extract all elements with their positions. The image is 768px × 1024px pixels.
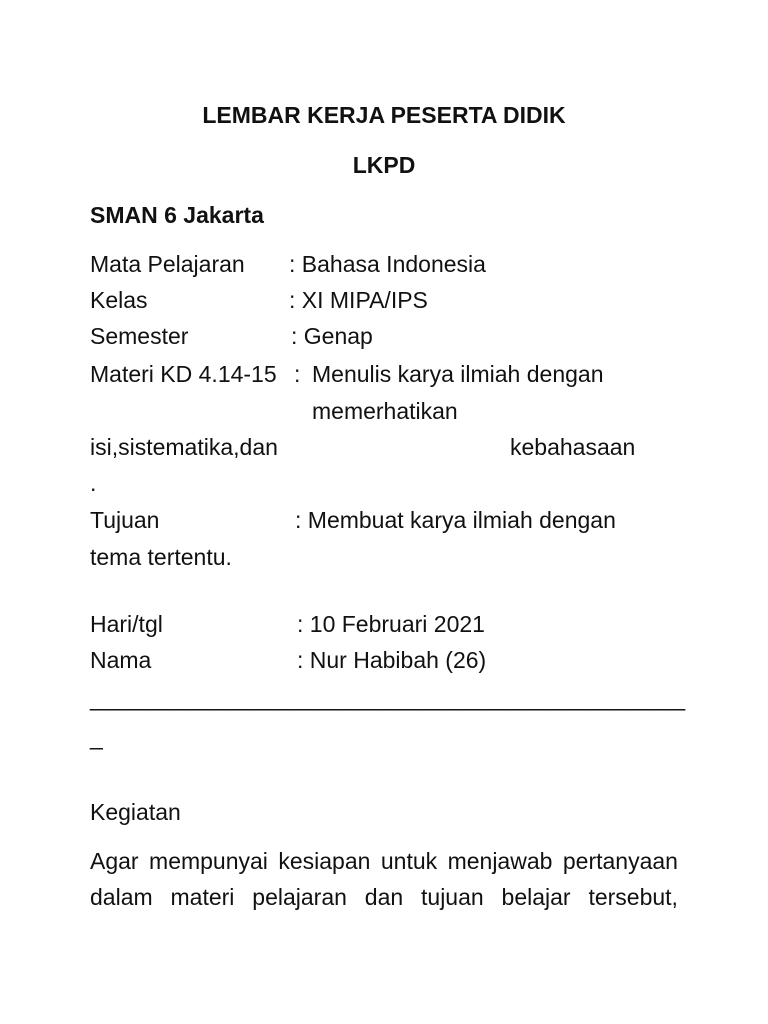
word: dalam — [90, 884, 153, 910]
kegiatan-paragraph-line1 — [90, 847, 678, 875]
hari-value: : 10 Februari 2021 — [297, 611, 485, 637]
materi-label: Materi KD 4.14-15 — [90, 361, 277, 387]
semester-value: : Genap — [291, 323, 373, 349]
materi-value-line3-right: kebahasaan — [510, 434, 636, 460]
kelas-value: : XI MIPA/IPS — [289, 287, 428, 313]
word: belajar — [501, 884, 571, 910]
word: dan — [364, 884, 404, 910]
document-title: LEMBAR KERJA PESERTA DIDIK — [202, 102, 566, 128]
word: tersebut, — [588, 884, 678, 910]
word: kesiapan — [278, 848, 371, 874]
separator-tail: _ — [90, 724, 103, 750]
word: materi — [170, 884, 235, 910]
school-name: SMAN 6 Jakarta — [90, 202, 264, 228]
tujuan-label: Tujuan — [90, 507, 160, 533]
word: menjawab — [447, 848, 553, 874]
tujuan-value-line2: tema tertentu. — [90, 544, 232, 570]
nama-label: Nama — [90, 647, 152, 673]
kegiatan-paragraph-line2 — [90, 883, 678, 911]
materi-value-line2: memerhatikan — [312, 398, 458, 424]
separator-line: ______________________________________________ — [90, 685, 686, 711]
word: untuk — [380, 848, 438, 874]
word: pertanyaan — [562, 848, 678, 874]
materi-value-line3-left: isi,sistematika,dan — [90, 434, 278, 460]
kelas-label: Kelas — [90, 287, 148, 313]
tujuan-value: : Membuat karya ilmiah dengan — [295, 507, 616, 533]
word: tujuan — [421, 884, 484, 910]
materi-dot: . — [90, 470, 97, 496]
hari-label: Hari/tgl — [90, 611, 163, 637]
word: mempunyai — [149, 848, 268, 874]
kegiatan-heading: Kegiatan — [90, 799, 181, 825]
nama-value: : Nur Habibah (26) — [297, 647, 487, 673]
word: Agar — [90, 848, 139, 874]
mata-pelajaran-label: Mata Pelajaran — [90, 251, 245, 277]
word: pelajaran — [252, 884, 347, 910]
materi-colon: : — [294, 361, 301, 387]
document-subtitle: LKPD — [352, 152, 416, 178]
materi-value-line1: Menulis karya ilmiah dengan — [312, 361, 604, 387]
semester-label: Semester — [90, 323, 189, 349]
mata-pelajaran-value: : Bahasa Indonesia — [289, 251, 486, 277]
